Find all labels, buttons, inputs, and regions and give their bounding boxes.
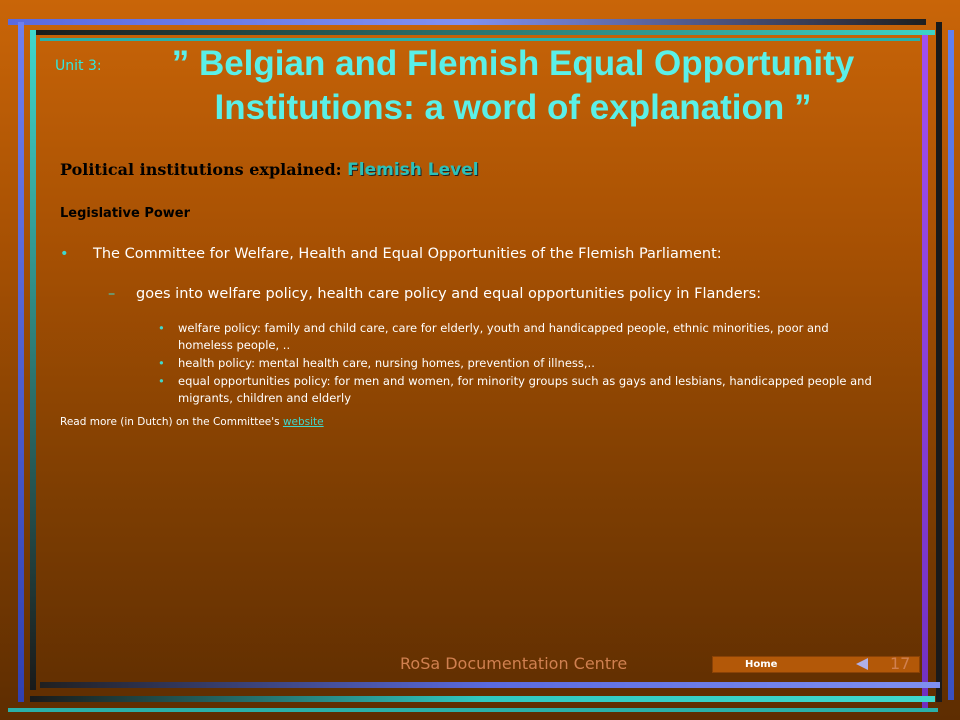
section-heading-text: Political institutions explained: bbox=[60, 160, 342, 179]
frame-bottom-bar bbox=[40, 682, 940, 688]
frame-bottom-bar bbox=[8, 708, 938, 712]
frame-right-bar bbox=[948, 30, 954, 700]
section-level: Flemish Level bbox=[347, 160, 479, 180]
bullet-dot-icon: • bbox=[60, 246, 69, 262]
home-label: Home bbox=[745, 659, 778, 670]
frame-left-bar bbox=[30, 30, 36, 690]
unit-label: Unit 3: bbox=[55, 58, 102, 74]
back-arrow-icon[interactable] bbox=[856, 658, 868, 670]
page-number: 17 bbox=[890, 654, 911, 673]
list-item-text: welfare policy: family and child care, care for elderly, youth and handicapped people, ethnic minorities, poor and homeless people, .. bbox=[178, 321, 829, 352]
section-heading bbox=[60, 160, 479, 180]
list-item bbox=[158, 355, 878, 372]
frame-top-bar bbox=[30, 30, 935, 35]
frame-left-bar bbox=[18, 22, 24, 702]
frame-bottom-bar bbox=[30, 696, 935, 702]
footer-centre: RoSa Documentation Centre bbox=[400, 654, 628, 673]
frame-right-bar bbox=[936, 22, 942, 702]
home-button[interactable] bbox=[712, 656, 920, 673]
list-item bbox=[158, 320, 878, 354]
frame-top-bar bbox=[8, 19, 926, 25]
subheading: Legislative Power bbox=[60, 206, 191, 221]
dash-icon: – bbox=[108, 286, 116, 302]
frame-top-bar bbox=[40, 38, 920, 41]
frame-right-bar bbox=[922, 35, 928, 710]
read-more bbox=[60, 416, 324, 428]
list-item-text: health policy: mental health care, nursing homes, prevention of illness,.. bbox=[178, 356, 595, 370]
sub-bullet-text: goes into welfare policy, health care policy and equal opportunities policy in Flanders: bbox=[136, 286, 762, 302]
list-item bbox=[158, 373, 878, 407]
bullet-dot-icon: • bbox=[158, 374, 165, 388]
policy-list bbox=[158, 320, 878, 408]
slide-title: ” Belgian and Flemish Equal Opportunity Institutions: a word of explanation ” bbox=[171, 44, 855, 127]
website-link[interactable]: website bbox=[282, 416, 324, 428]
read-more-text: Read more (in Dutch) on the Committee's bbox=[60, 416, 283, 428]
main-bullet-text: The Committee for Welfare, Health and Equal Opportunities of the Flemish Parliament: bbox=[93, 246, 722, 262]
bullet-dot-icon: • bbox=[158, 321, 165, 335]
bullet-dot-icon: • bbox=[158, 356, 165, 370]
list-item-text: equal opportunities policy: for men and women, for minority groups such as gays and lesbians, handicapped people and migrants, children and elderly bbox=[178, 374, 872, 405]
